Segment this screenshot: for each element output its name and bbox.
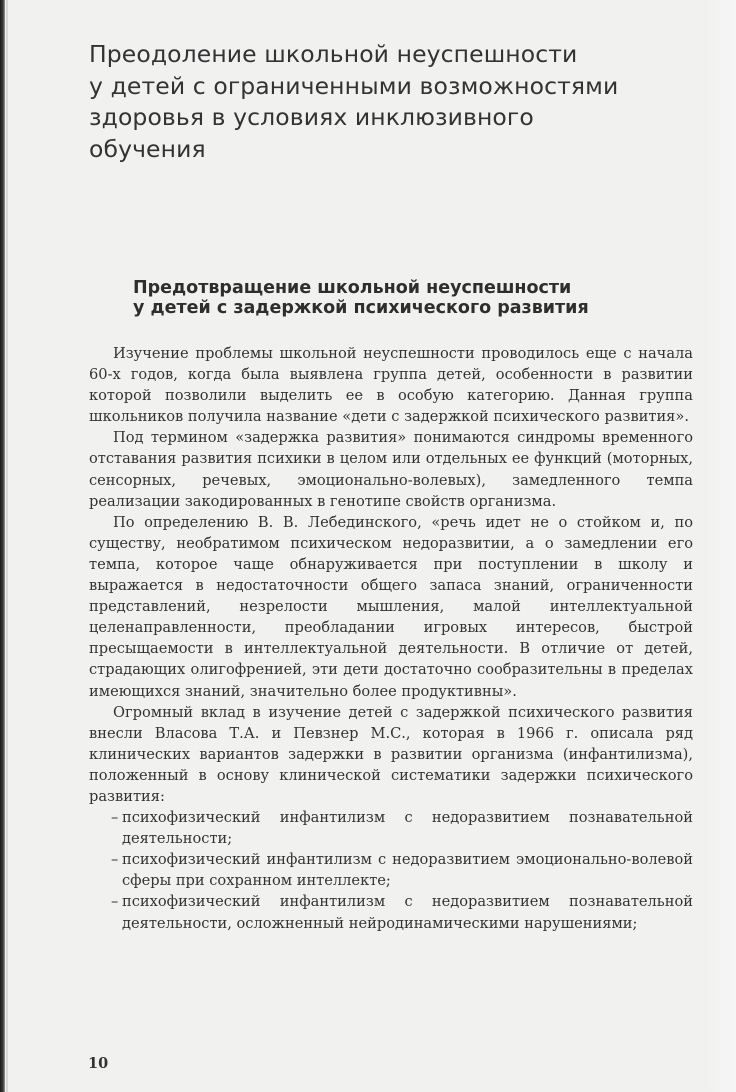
page-right-margin (708, 0, 736, 1092)
chapter-title (89, 39, 689, 165)
infantilism-variants-list (89, 807, 693, 934)
paragraph: По определению В. В. Лебединского, «речь идет не о стойком и, по существу, необратимом психическом недоразвитии, а о замедлении его темпа, которое чаще обнаруживается при поступлении в школу и выражается в недостаточности общего запаса знаний, ограниченности представлений, незрелости мышления, малой интеллектуальной целенаправленности, преобладании игровых интересов, быстрой пресыщаемости в интеллектуальной деятельности. В отличие от детей, страдающих олигофренией, эти дети достаточно сообразительны в пределах имеющихся знаний, значительно более продуктивны». (89, 513, 693, 700)
paragraph: Огромный вклад в изучение детей с задержкой психического развития внесли Власова Т.А. и Певзнер М.С., которая в 1966 г. описала ряд клинических вариантов задержки в развитии организма (инфантилизма), положенный в основу клинической систематики задержки психического развития: (89, 703, 693, 805)
list-item-text: психофизический инфантилизм с недоразвитием эмоционально-волевой сферы при сохранном интеллекте; (122, 851, 693, 890)
page-binding-edge (0, 0, 5, 1092)
page-number: 10 (88, 1055, 109, 1072)
list-item-text: психофизический инфантилизм с недоразвитием познавательной деятельности, осложненный нейродинамическими нарушениями; (122, 893, 693, 932)
chapter-title-line: Преодоление школьной неуспешности (89, 40, 578, 68)
chapter-title-line: обучения (89, 134, 206, 163)
dash-bullet-icon: – (111, 809, 119, 827)
dash-bullet-icon: – (111, 851, 119, 869)
page-binding-edge-highlight (6, 0, 8, 1092)
paragraph: Изучение проблемы школьной неуспешности проводилось еще с начала 60-х годов, когда была выявлена группа детей, особенности в развитии которой позволили выделить ее в особую категорию. Данная группа школьников получила название «дети с задержкой психического развития». (89, 345, 693, 426)
list-item-text: психофизический инфантилизм с недоразвитием познавательной деятельности; (122, 809, 693, 848)
paragraph: Под термином «задержка развития» понимаются синдромы временного отставания развития психики в целом или отдельных ее функций (моторных, сенсорных, речевых, эмоционально-волевых), замедленного темпа реализации закодированных в генотипе свойств организма. (89, 429, 693, 510)
body-text (89, 343, 693, 934)
section-title (133, 278, 693, 318)
dash-bullet-icon: – (111, 893, 119, 911)
section-title-line: Предотвращение школьной неуспешности (133, 278, 572, 298)
list-item (89, 891, 693, 933)
list-item (89, 849, 693, 891)
chapter-title-line: у детей с ограниченными возможностями (89, 71, 619, 100)
section-title-line: у детей с задержкой психического развития (133, 298, 589, 318)
list-item (89, 807, 693, 849)
chapter-title-line: здоровья в условиях инклюзивного (89, 103, 534, 131)
